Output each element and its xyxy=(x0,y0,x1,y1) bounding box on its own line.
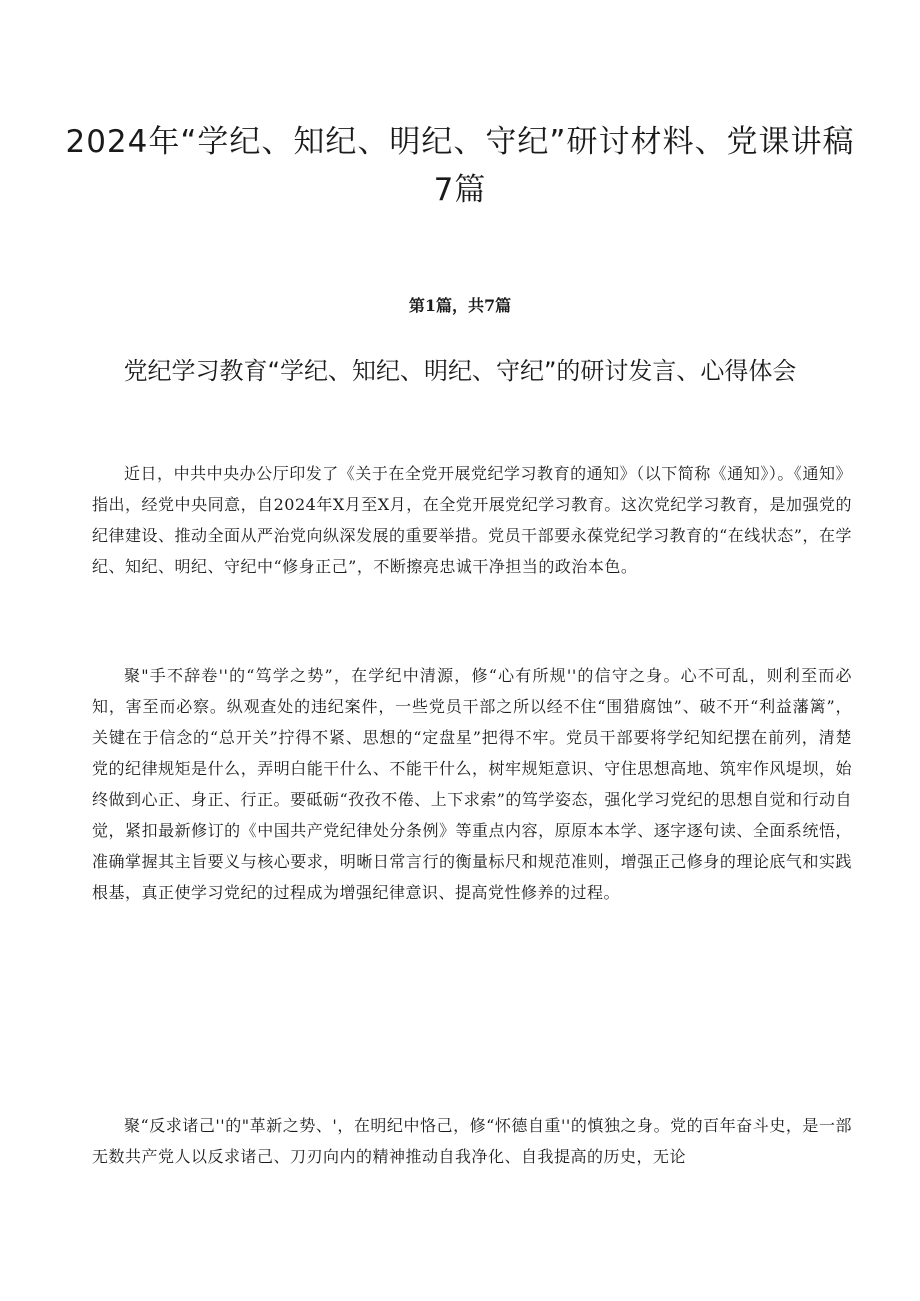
body-paragraph: 聚“反求诸己''的"革新之势、'，在明纪中恪己，修“怀德自重''的慎独之身。党的百年奋斗史，是一部无数共产党人以反求诸己、刀刃向内的精神推动自我净化、自我提高的历史，无论 xyxy=(92,1116,852,1166)
document-title: 2024年“学纪、知纪、明纪、守纪”研讨材料、党课讲稿7篇 xyxy=(65,124,855,208)
section-counter: 第1篇，共7篇 xyxy=(408,296,512,315)
body-paragraph: 近日，中共中央办公厅印发了《关于在全党开展党纪学习教育的通知》（以下简称《通知》）。《通知》指出，经党中央同意，自2024年X月至X月，在全党开展党纪学习教育。这次党纪学习教育，是加强党的纪律建设、推动全面从严治党向纵深发展的重要举措。党员干部要永葆党纪学习教育的“在线状态”，在学纪、知纪、明纪、守纪中“修身正己”，不断擦亮忠诚干净担当的政治本色。 xyxy=(92,464,852,576)
body-paragraph: 聚"手不辞卷''的“笃学之势”，在学纪中清源，修“心有所规''的信守之身。心不可乱，则利至而必知，害至而必察。纵观查处的违纪案件，一些党员干部之所以经不住“围猎腐蚀”、破不开“利益藩篱”，关键在于信念的“总开关”拧得不紧、思想的“定盘星”把得不牢。党员干部要将学纪知纪摆在前列，清楚党的纪律规矩是什么，弄明白能干什么、不能干什么，树牢规矩意识、守住思想高地、筑牢作风堤坝，始终做到心正、身正、行正。要砥砺“孜孜不倦、上下求索”的笃学姿态，强化学习党纪的思想自觉和行动自觉，紧扣最新修订的《中国共产党纪律处分条例》等重点内容，原原本本学、逐字逐句读、全面系统悟，准确掌握其主旨要义与核心要求，明晰日常言行的衡量标尺和规范准则，增强正己修身的理论底气和实践根基，真正使学习党纪的过程成为增强纪律意识、提高党性修养的过程。 xyxy=(92,666,852,902)
section-title: 党纪学习教育“学纪、知纪、明纪、守纪”的研讨发言、心得体会 xyxy=(123,357,797,385)
